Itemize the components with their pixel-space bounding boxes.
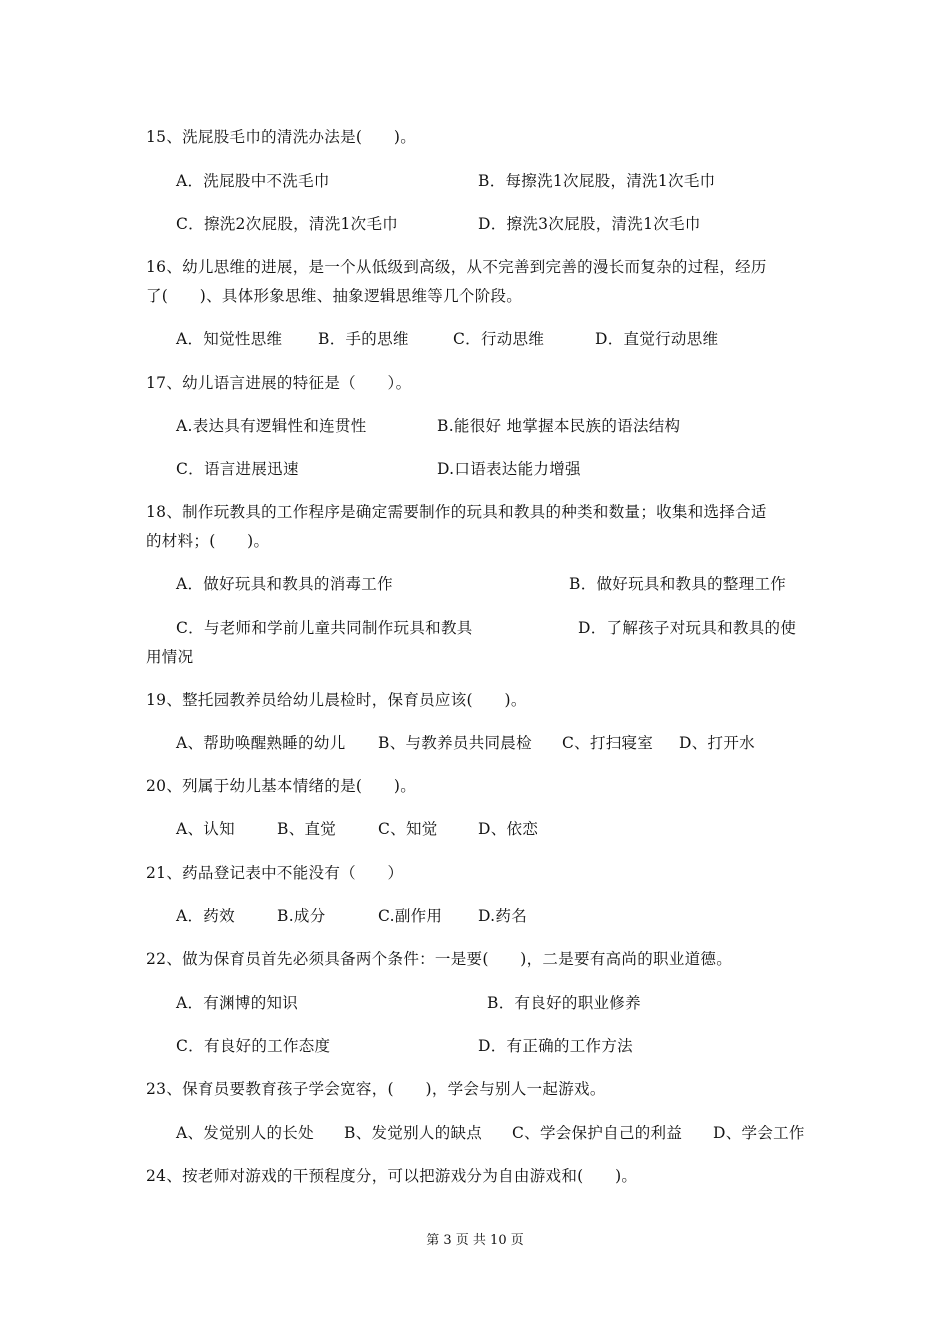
q22-option-b: B．有良好的职业修养 bbox=[487, 994, 641, 1012]
q21-option-c: C.副作用 bbox=[378, 907, 443, 925]
question-23: 23、保育员要教育孩子学会宽容，( )，学会与别人一起游戏。 bbox=[146, 1080, 606, 1098]
q18-option-d-wrap: 用情况 bbox=[146, 648, 194, 666]
q18-option-a: A．做好玩具和教具的消毒工作 bbox=[176, 575, 393, 593]
q15-option-d: D．擦洗3次屁股，清洗1次毛巾 bbox=[478, 215, 701, 233]
q22-option-c: C．有良好的工作态度 bbox=[176, 1037, 331, 1055]
q23-option-b: B、发觉别人的缺点 bbox=[344, 1124, 483, 1142]
q16-option-a: A．知觉性思维 bbox=[176, 330, 283, 348]
q20-option-d: D、依恋 bbox=[478, 820, 539, 838]
q16-option-b: B．手的思维 bbox=[318, 330, 409, 348]
q23-option-c: C、学会保护自己的利益 bbox=[512, 1124, 683, 1142]
q17-option-b: B.能很好 地掌握本民族的语法结构 bbox=[437, 417, 681, 435]
q23-option-a: A、发觉别人的长处 bbox=[176, 1124, 314, 1142]
q23-option-d: D、学会工作 bbox=[713, 1124, 805, 1142]
question-16-line2: 了( )、具体形象思维、抽象逻辑思维等几个阶段。 bbox=[146, 287, 523, 305]
q18-option-d: D．了解孩子对玩具和教具的使 bbox=[578, 619, 797, 637]
q19-option-c: C、打扫寝室 bbox=[562, 734, 654, 752]
question-24: 24、按老师对游戏的干预程度分，可以把游戏分为自由游戏和( )。 bbox=[146, 1167, 638, 1185]
question-15: 15、洗屁股毛巾的清洗办法是( )。 bbox=[146, 128, 417, 146]
q16-option-d: D．直觉行动思维 bbox=[595, 330, 719, 348]
q22-option-d: D．有正确的工作方法 bbox=[478, 1037, 633, 1055]
q18-option-c: C．与老师和学前儿童共同制作玩具和教具 bbox=[176, 619, 473, 637]
question-16-line1: 16、幼儿思维的进展，是一个从低级到高级，从不完善到完善的漫长而复杂的过程，经历 bbox=[146, 258, 767, 276]
question-21: 21、药品登记表中不能没有（ ） bbox=[146, 864, 404, 882]
question-18-line2: 的材料；( )。 bbox=[146, 532, 270, 550]
q19-option-d: D、打开水 bbox=[679, 734, 755, 752]
q15-option-b: B．每擦洗1次屁股，清洗1次毛巾 bbox=[478, 172, 716, 190]
question-19: 19、整托园教养员给幼儿晨检时，保育员应该( )。 bbox=[146, 691, 527, 709]
q20-option-a: A、认知 bbox=[176, 820, 235, 838]
q19-option-a: A、帮助唤醒熟睡的幼儿 bbox=[176, 734, 346, 752]
q15-option-a: A．洗屁股中不洗毛巾 bbox=[176, 172, 330, 190]
question-18-line1: 18、制作玩教具的工作程序是确定需要制作的玩具和教具的种类和数量；收集和选择合适 bbox=[146, 503, 767, 521]
q19-option-b: B、与教养员共同晨检 bbox=[378, 734, 532, 752]
question-17: 17、幼儿语言进展的特征是（ ）。 bbox=[146, 374, 412, 392]
q15-option-c: C．擦洗2次屁股，清洗1次毛巾 bbox=[176, 215, 399, 233]
q17-option-d: D.口语表达能力增强 bbox=[437, 460, 581, 478]
q18-option-b: B．做好玩具和教具的整理工作 bbox=[569, 575, 787, 593]
q21-option-d: D.药名 bbox=[478, 907, 528, 925]
page-footer: 第 3 页 共 10 页 bbox=[426, 1233, 524, 1248]
q17-option-c: C．语言进展迅速 bbox=[176, 460, 299, 478]
q21-option-a: A．药效 bbox=[176, 907, 235, 925]
q17-option-a: A.表达具有逻辑性和连贯性 bbox=[176, 417, 367, 435]
question-22: 22、做为保育员首先必须具备两个条件：一是要( )，二是要有高尚的职业道德。 bbox=[146, 950, 733, 968]
q20-option-b: B、直觉 bbox=[277, 820, 337, 838]
question-20: 20、列属于幼儿基本情绪的是( )。 bbox=[146, 777, 417, 795]
q21-option-b: B.成分 bbox=[277, 907, 326, 925]
q20-option-c: C、知觉 bbox=[378, 820, 438, 838]
q16-option-c: C．行动思维 bbox=[453, 330, 545, 348]
q22-option-a: A．有渊博的知识 bbox=[176, 994, 299, 1012]
